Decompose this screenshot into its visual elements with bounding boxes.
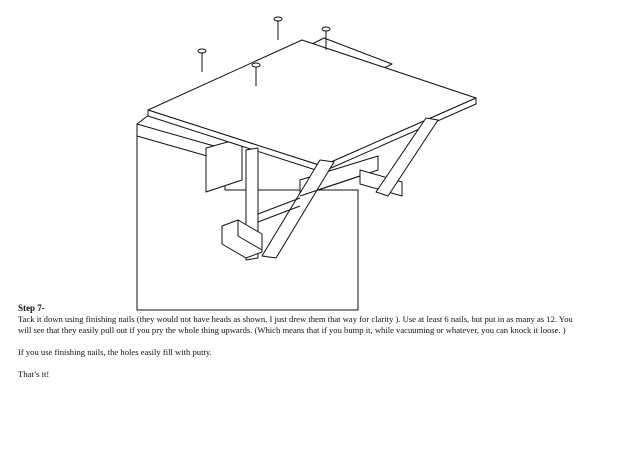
instruction-paragraph-2: If you use finishing nails, the holes easily fill with putty. — [18, 347, 212, 357]
instruction-paragraph-1: Tack it down using finishing nails (they would not have heads as shown, I just drew them that way for clarity ). Use at least 6 nails, but put in as many as 12. You will see that they easily pull out if you pry the whole thing upwards. (Which means that if you bump it, while vacuuming or whatever, you can knock it loose. ) — [18, 314, 573, 335]
hinge-block — [206, 138, 242, 192]
instructions-text — [18, 303, 578, 391]
instruction-paragraph-3: That’s it! — [18, 369, 50, 379]
nail-1 — [198, 49, 206, 72]
nail-2 — [274, 17, 282, 40]
step-heading: Step 7- — [18, 303, 45, 313]
